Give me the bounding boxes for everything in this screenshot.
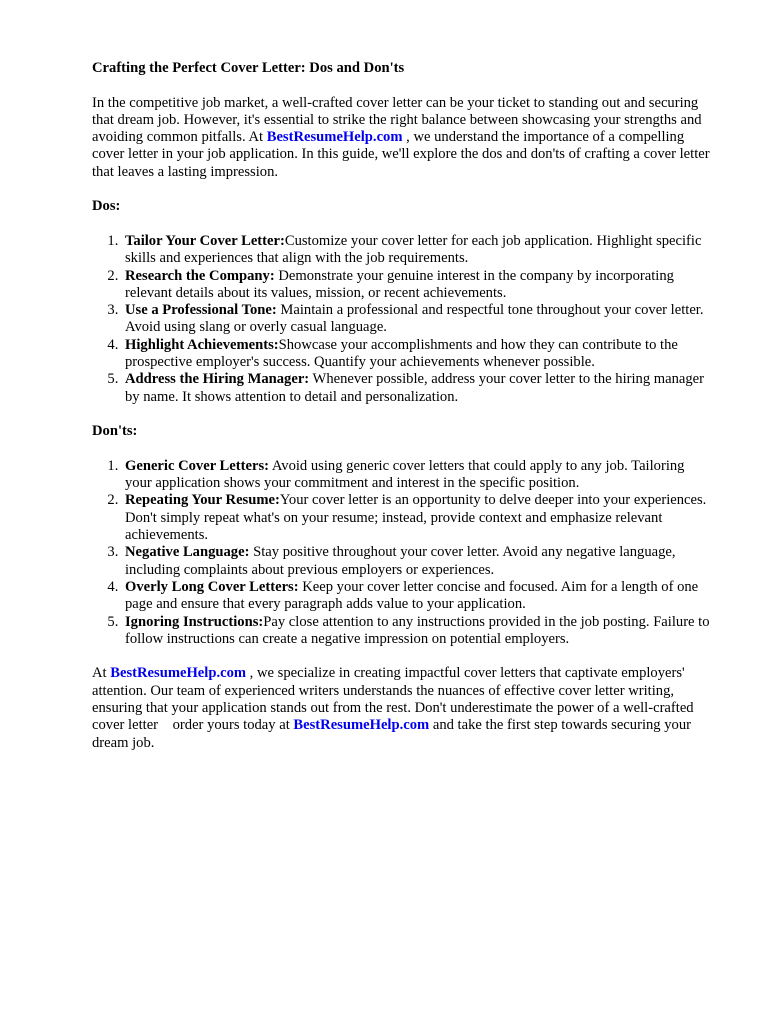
list-item	[122, 371, 714, 406]
list-item-lead: Generic Cover Letters:	[125, 457, 269, 474]
list-item	[122, 268, 714, 303]
list-item-body: Keep your cover letter concise and focused. Aim for a length of one page and ensure that every paragraph adds value to your application.	[125, 578, 699, 613]
list-item-body: Showcase your accomplishments and how they can contribute to the prospective employer's success. Quantify your achievements whenever possible.	[125, 336, 678, 371]
closing-text-before-link1: At	[92, 665, 111, 682]
list-item	[122, 337, 714, 372]
list-item	[122, 614, 714, 649]
list-item-lead: Repeating Your Resume:	[125, 492, 280, 509]
list-item	[122, 302, 714, 337]
document-title: Crafting the Perfect Cover Letter: Dos and Don'ts	[92, 60, 405, 76]
intro-paragraph	[92, 95, 714, 181]
list-item	[122, 492, 714, 544]
bestresumehelp-link[interactable]: BestResumeHelp.com	[110, 665, 247, 682]
closing-paragraph	[92, 665, 714, 751]
list-item-lead: Research the Company:	[125, 267, 275, 284]
list-item-lead: Overly Long Cover Letters:	[125, 578, 299, 595]
list-item-body: Demonstrate your genuine interest in the company by incorporating relevant details about its values, mission, or recent achievements.	[125, 267, 674, 301]
list-item-body: Stay positive throughout your cover letter. Avoid any negative language, including complaints about previous employers or experiences.	[125, 544, 676, 578]
list-item-body: Your cover letter is an opportunity to delve deeper into your experiences. Don't simply repeat what's on your resume; instead, provide context and emphasize relevant achievements.	[125, 492, 707, 544]
intro-text-after-link: , we understand the importance of a compelling cover letter in your job application. In this guide, we'll explore the dos and don'ts of crafting a cover letter that leaves a lasting impression.	[92, 129, 710, 180]
donts-list	[92, 458, 714, 648]
dos-list	[92, 233, 714, 406]
list-item-body: Pay close attention to any instructions provided in the job posting. Failure to follow instructions can create a negative impression on potential employers.	[125, 613, 710, 647]
bestresumehelp-link[interactable]: BestResumeHelp.com	[266, 129, 403, 146]
list-item-lead: Highlight Achievements:	[125, 336, 279, 353]
list-item-body: Whenever possible, address your cover letter to the hiring manager by name. It shows attention to detail and personalization.	[125, 371, 705, 405]
list-item-body: Maintain a professional and respectful tone throughout your cover letter. Avoid using slang or overly casual language.	[125, 302, 704, 336]
list-item-lead: Negative Language:	[125, 544, 250, 561]
list-item	[122, 233, 714, 268]
list-item-lead: Use a Professional Tone:	[125, 302, 277, 319]
closing-text-middle: , we specialize in creating impactful cover letters that captivate employers' attention. Our team of experienced writers understands the nuances of effective cover letter writing, ensuring that your application stands out from the rest. Don't underestimate the power of a well-crafted cover letter order yours today at	[92, 665, 694, 734]
list-item-lead: Ignoring Instructions:	[125, 613, 264, 630]
list-item	[122, 544, 714, 579]
list-item-body: Customize your cover letter for each job application. Highlight specific skills and experiences that align with the job requirements.	[125, 232, 702, 267]
list-item-lead: Tailor Your Cover Letter:	[125, 232, 285, 249]
list-item-body: Avoid using generic cover letters that could apply to any job. Tailoring your application shows your commitment and interest in the specific position.	[125, 457, 685, 492]
list-item	[122, 458, 714, 493]
dos-heading: Dos:	[92, 198, 121, 215]
list-item	[122, 579, 714, 614]
intro-text-before-link: In the competitive job market, a well-crafted cover letter can be your ticket to standing out and securing that dream job. However, it's essential to strike the right balance between showcasing your strengths and avoiding common pitfalls. At	[92, 94, 702, 146]
donts-heading: Don'ts:	[92, 423, 138, 440]
bestresumehelp-link[interactable]: BestResumeHelp.com	[293, 717, 430, 734]
closing-text-after-link2: and take the first step towards securing your dream job.	[92, 717, 691, 751]
list-item-lead: Address the Hiring Manager:	[125, 371, 310, 388]
